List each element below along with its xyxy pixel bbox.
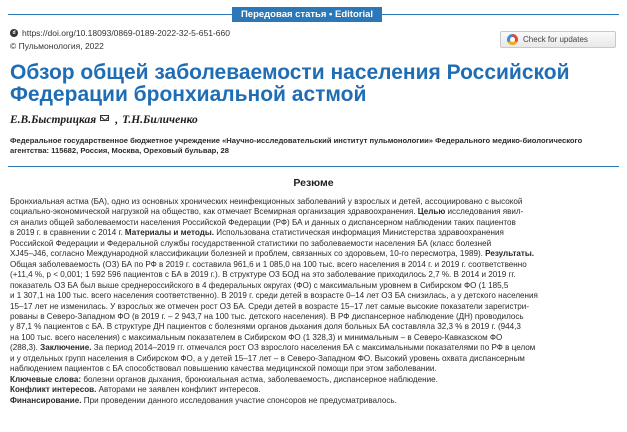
abstract-line: показатель ОЗ БА был выше среднероссийского в 4 федеральных округах (ФО) с максимальным уровнем в Сибирском ФО (1 185,5	[10, 280, 509, 290]
affiliation: Федеральное государственное бюджетное учреждение «Научно-исследовательский институт пульмонологии» Федерального медико-биологического агентства: 115682, Россия, Москва, Ореховый бульвар, 28	[10, 136, 583, 155]
abstract-line: (+11,4 %, p < 0,001; 1 592 596 пациентов с БА в 2019 г.). В структуре ОЗ БОД на это заболевание приходилось 2,7 %. В 2014 и 2019 гг.	[10, 270, 516, 280]
doi-link[interactable]: https://doi.org/10.18093/0869-0189-2022-32-5-651-660	[22, 28, 230, 38]
abstract-line: Финансирование. При проведении данного исследования участие спонсоров не предусматривалось.	[10, 395, 397, 405]
abstract-line: и 1 307,1 на 100 тыс. всего населения соответственно). В 2019 г. среди детей в возрасте 0–14 лет ОЗ БА снизилась, а у детского населения	[10, 291, 538, 301]
check-updates-label: Check for updates	[523, 35, 588, 44]
abstract-line: и у отдельных групп населения в Сибирском ФО, а у детей 15–17 лет – в Северо-Западном ФО. Высокий уровень охвата диспансерным	[10, 353, 525, 363]
author-2: Т.Н.Биличенко	[122, 114, 198, 126]
check-for-updates-button[interactable]	[500, 31, 616, 48]
abstract-line: на 100 тыс. всего населения) с максимальным показателем в Сибирском ФО (1 328,3) и минимальным – в Северо-Кавказском ФО	[10, 332, 503, 342]
abstract-line: у 87,1 % пациентов с БА. В структуре ДН пациентов с болезнями органов дыхания доля больных БА составляла 32,3 % в 2019 г. (944,3	[10, 322, 521, 332]
abstract-line: Общая заболеваемость (ОЗ) БА по РФ в 2019 г. составила 961,6 и 1 085,0 на 100 тыс. всего населения в 2014 г. и 2019 г. соответственно	[10, 259, 527, 269]
abstract-line: Конфликт интересов. Авторами не заявлен конфликт интересов.	[10, 385, 261, 395]
doi-icon: d	[10, 29, 18, 37]
abstract-line: Бронхиальная астма (БА), одно из основных хронических неинфекционных заболеваний у взрослых и детей, ассоциировано с высокой	[10, 197, 523, 206]
doi-line[interactable]	[10, 28, 230, 38]
author-1: Е.В.Быстрицкая	[10, 114, 97, 126]
abstract-line: рованы в Северо-Западном ФО (в 2019 г. – 2 943,7 на 100 тыс. детского населения). В РФ диспансерное наблюдение (ДН) проводилось	[10, 311, 524, 321]
abstract-body	[10, 197, 616, 406]
abstract-heading: Резюме	[293, 177, 334, 189]
check-updates-icon	[507, 34, 518, 45]
abstract-line: Российской Федерации и Федеральной службы государственной статистики по заболеваемости населения БА (класс болезней	[10, 238, 492, 248]
abstract-line: социально-экономической нагрузкой на общество, как отмечает Всемирная организация здравоохранения. Целью исследования явил-	[10, 207, 524, 217]
abstract-line: наблюдением пациентов с БА способствовал повышению качества медицинской помощи при этом заболевании.	[10, 364, 437, 374]
abstract-line: в 2019 г. в сравнении с 2014 г. Материалы и методы. Использована статистическая информация Министерства здравоохранения	[10, 228, 504, 238]
section-divider	[8, 166, 619, 167]
envelope-icon[interactable]	[100, 115, 109, 121]
abstract-line: ся анализ общей заболеваемости населения Российской Федерации (РФ) БА и данных о диспансерном наблюдении таких пациентов	[10, 217, 516, 227]
abstract-line: (288,3). Заключение. За период 2014–2019 гг. отмечался рост ОЗ взрослого населения БА с максимальными показателями по РФ в целом	[10, 343, 536, 353]
authors: Е.В.Быстрицкая , Т.Н.Биличенко	[10, 114, 198, 126]
abstract-line: XJ45–J46, согласно Международной классификации болезней и проблем, связанных со здоровьем, 10-го пересмотра, 1989). Результаты.	[10, 249, 535, 259]
copyright: © Пульмонология, 2022	[10, 41, 104, 51]
section-banner: Передовая статья • Editorial	[232, 7, 382, 22]
abstract-line: Ключевые слова: болезни органов дыхания, бронхиальная астма, заболеваемость, диспансерное наблюдение.	[10, 374, 438, 384]
abstract-line: 15–17 лет не изменилась. У взрослых же отмечен рост ОЗ БА. Среди детей в возрасте 15–17 лет самые высокие показатели зарегистри-	[10, 301, 530, 311]
article-title: Обзор общей заболеваемости населения Российской Федерации бронхиальной астмой	[10, 61, 570, 106]
